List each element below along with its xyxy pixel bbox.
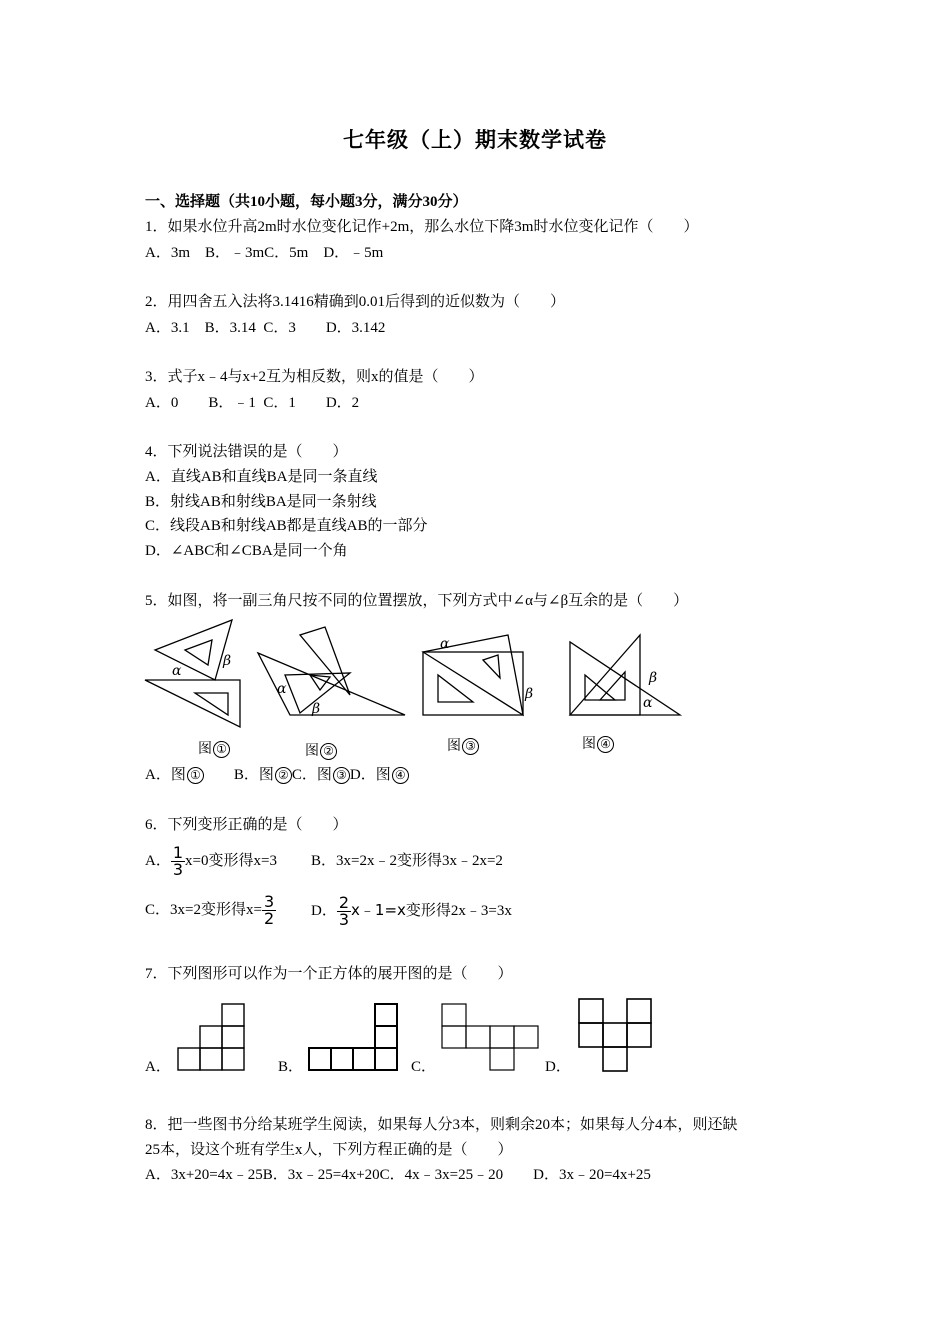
q5-alpha-1: α [172,663,182,679]
q5-beta-2: β [312,701,321,717]
q4-option-a: A．直线AB和直线BA是同一条直线 [145,469,378,485]
q6-option-a: A． $\frac{1}{3}$ x=0变形得x=3 [145,843,277,880]
q7-label-c: C． [411,1059,437,1075]
q3-options: A．0 B．﹣1 C．1 D．2 [145,395,360,411]
q6-option-d: D． $\frac{2}{3}$ x﹣1=x变形得2x﹣3=3x [311,893,512,930]
q5-options: A．图 ① B．图 ② C．图 ③ D．图 ④ [145,765,409,785]
q7-net-d [577,997,653,1073]
q1-options: A．3m B．﹣3mC．5m D．﹣5m [145,245,384,261]
q5-caption-2: 图 ② [305,740,337,760]
q4-option-d: D．∠ABC和∠CBA是同一个角 [145,543,348,559]
q7-label-a: A． [145,1059,171,1075]
q5-stem: 5．如图，将一副三角尺按不同的位置摆放，下列方式中∠α与∠β互余的是（ ） [145,593,689,609]
q7-stem: 7．下列图形可以作为一个正方体的展开图的是（ ） [145,966,513,982]
q5-beta-3: β [525,686,534,702]
q5-figure-1 [140,615,250,730]
q5-figure-3 [418,630,538,720]
q5-caption-4: 图 ④ [582,733,614,753]
page-title: 七年级（上）期末数学试卷 [343,128,607,152]
section-heading: 一、选择题（共10小题，每小题3分，满分30分） [145,194,468,210]
q5-caption-3: 图 ③ [447,735,479,755]
q8-stem-2: 25本，设这个班有学生x人，下列方程正确的是（ ） [145,1142,513,1158]
q3-stem: 3．式子x﹣4与x+2互为相反数，则x的值是（ ） [145,369,484,385]
q2-stem: 2．用四舍五入法将3.1416精确到0.01后得到的近似数为（ ） [145,294,566,310]
q5-beta-1: β [223,653,232,669]
q5-figure-4 [565,630,685,720]
q6-option-b: B．3x=2x﹣2变形得3x﹣2x=2 [311,853,503,869]
q5-caption-1: 图 ① [198,738,230,758]
q8-options: A．3x+20=4x﹣25B．3x﹣25=4x+20C．4x﹣3x=25﹣20 D．3x﹣20=4x+25 [145,1167,651,1183]
q2-options: A．3.1 B．3.14 C．3 D．3.142 [145,320,386,336]
q4-option-b: B．射线AB和射线BA是同一条射线 [145,494,377,510]
q5-alpha-4: α [643,695,653,711]
q5-beta-4: β [649,670,658,686]
q4-option-c: C．线段AB和射线AB都是直线AB的一部分 [145,518,428,534]
q6-stem: 6．下列变形正确的是（ ） [145,817,348,833]
q5-alpha-2: α [277,681,287,697]
q5-figure-2 [255,625,410,720]
q1-stem: 1．如果水位升高2m时水位变化记作+2m，那么水位下降3m时水位变化记作（ ） [145,219,699,235]
q4-stem: 4．下列说法错误的是（ ） [145,444,348,460]
q8-stem-1: 8．把一些图书分给某班学生阅读，如果每人分3本，则剩余20本；如果每人分4本，则还缺 [145,1117,738,1133]
q6-option-c: C．3x=2变形得x= $\frac{3}{2}$ [145,892,275,929]
q7-net-b [307,1002,401,1074]
q7-label-b: B． [278,1059,304,1075]
q5-alpha-3: α [440,636,450,652]
q7-label-d: D． [545,1059,571,1075]
q7-net-a [175,1002,247,1074]
q7-net-c [440,1002,540,1074]
